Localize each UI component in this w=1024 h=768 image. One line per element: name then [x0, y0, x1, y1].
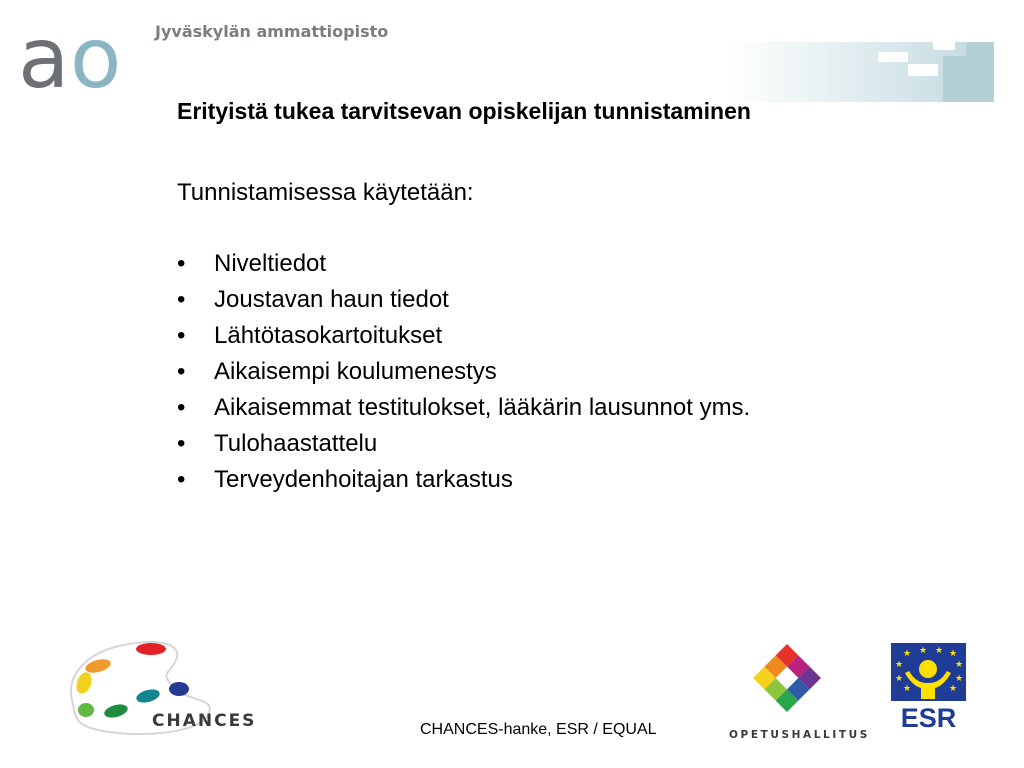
logo-letter-o: o [70, 9, 120, 107]
svg-text:★: ★ [935, 646, 944, 656]
list-item-text: Terveydenhoitajan tarkastus [214, 466, 513, 493]
footer-credit: CHANCES-hanke, ESR / EQUAL [420, 721, 657, 738]
intro-text: Tunnistamisessa käytetään: [177, 179, 474, 206]
list-item [177, 285, 750, 321]
svg-text:★: ★ [903, 684, 912, 694]
logo-letter-a: a [18, 9, 68, 107]
esr-wordmark: ESR [900, 703, 957, 731]
svg-text:★: ★ [949, 684, 958, 694]
svg-text:★: ★ [955, 660, 964, 670]
list-item-text: Joustavan haun tiedot [214, 286, 449, 313]
list-item [177, 465, 750, 501]
school-name: Jyväskylän ammattiopisto [155, 22, 389, 41]
slide-title: Erityistä tukea tarvitsevan opiskelijan tunnistaminen [177, 98, 751, 124]
bullet-dot: • [177, 394, 186, 421]
svg-text:★: ★ [919, 646, 928, 656]
list-item-text: Tulohaastattelu [214, 430, 378, 457]
bullet-dot: • [177, 286, 186, 313]
svg-text:★: ★ [903, 649, 912, 659]
bullet-list [177, 249, 750, 501]
decorative-steps-graphic [728, 42, 994, 102]
svg-text:★: ★ [895, 660, 904, 670]
ao-logo [18, 9, 138, 107]
list-item-text: Aikaisempi koulumenestys [214, 358, 497, 385]
list-item-text: Aikaisemmat testitulokset, lääkärin lausunnot yms. [214, 394, 751, 421]
svg-text:★: ★ [955, 674, 964, 684]
list-item-text: Lähtötasokartoitukset [214, 322, 443, 349]
svg-text:★: ★ [895, 674, 904, 684]
list-item [177, 357, 750, 393]
opetushallitus-wordmark: OPETUSHALLITUS [729, 729, 870, 741]
list-item [177, 321, 750, 357]
chances-wordmark: CHANCES [152, 711, 257, 731]
list-item [177, 429, 750, 465]
bullet-dot: • [177, 466, 186, 493]
svg-text:★: ★ [949, 649, 958, 659]
bullet-dot: • [177, 250, 186, 277]
list-item [177, 393, 750, 429]
bullet-dot: • [177, 322, 186, 349]
list-item [177, 249, 750, 285]
bullet-dot: • [177, 430, 186, 457]
opetushallitus-logo [750, 640, 824, 716]
esr-logo [891, 643, 966, 731]
bullet-dot: • [177, 358, 186, 385]
list-item-text: Niveltiedot [214, 250, 327, 277]
